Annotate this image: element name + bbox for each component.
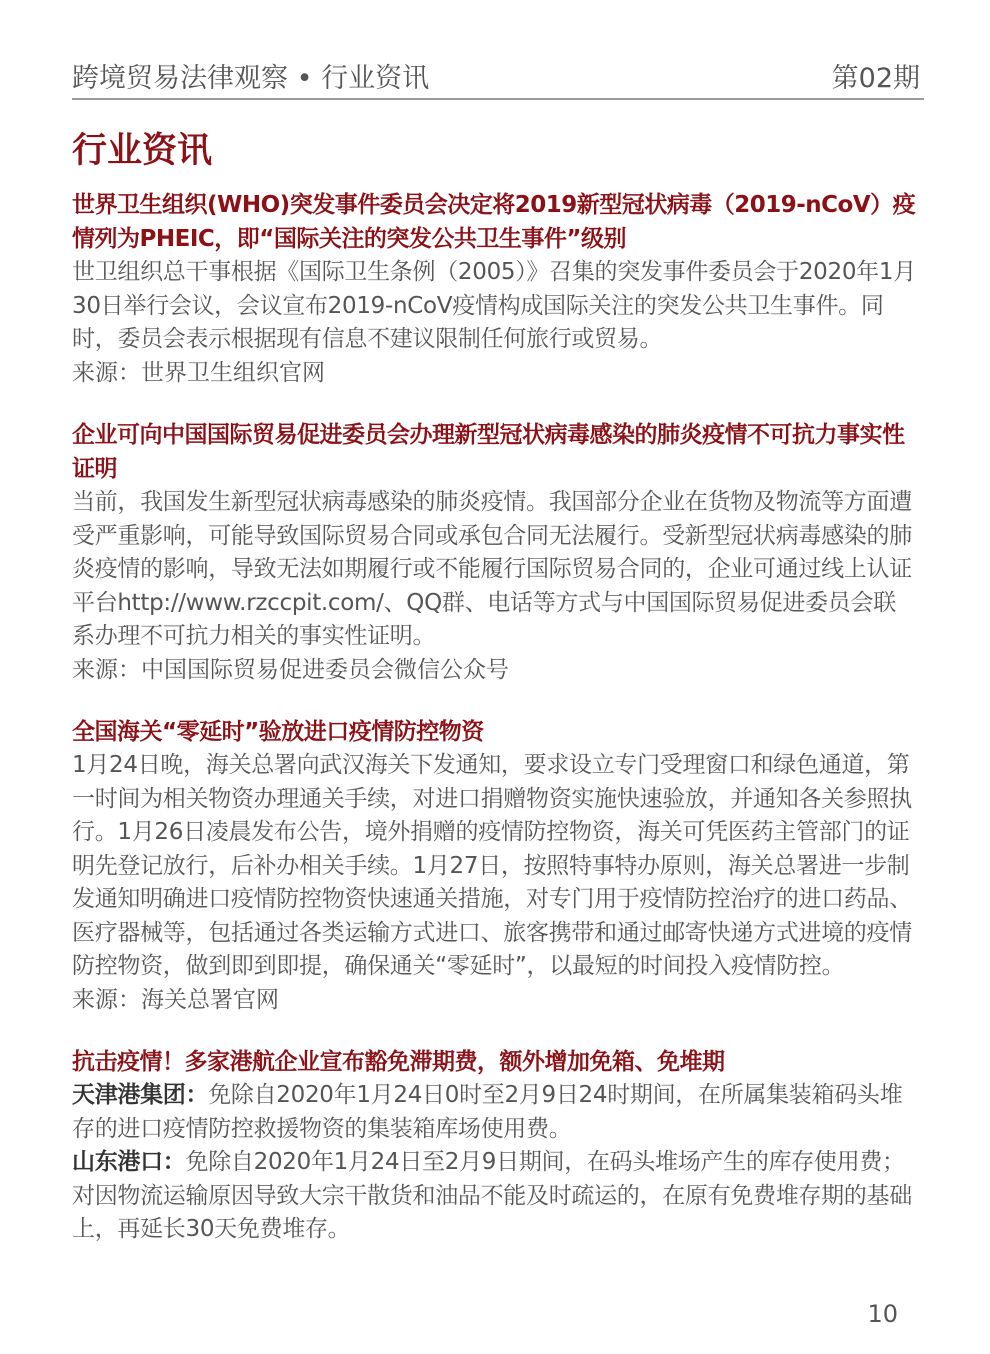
port-text: 免除自2020年1月24日0时至2月9日24时期间，在所属集装箱码头堆存的进口疫情防控救援物资的集装箱库场使用费。 [72,1082,903,1142]
section-title: 行业资讯 [72,131,213,171]
article-headline: 全国海关“零延时”验放进口疫情防控物资 [72,719,484,745]
port-text: 免除自2020年1月24日至2月9日期间，在码头堆场产生的库存使用费；对因物流运输原因导致大宗干散货和油品不能及时疏运的，在原有免费堆存期的基础上，再延长30天免费堆存。 [72,1149,912,1242]
port-item-shandong [72,1146,917,1247]
article-headline: 抗击疫情！多家港航企业宣布豁免滞期费，额外增加免箱、免堆期 [72,1049,725,1075]
header-title: 跨境贸易法律观察 • 行业资讯 [72,63,430,94]
article-headline: 世界卫生组织(WHO)突发事件委员会决定将2019新型冠状病毒（2019-nCoV）疫情列为PHEIC，即“国际关注的突发公共卫生事件”级别 [72,192,916,252]
article-source: 来源：海关总署官网 [72,986,279,1013]
article-source: 来源：中国国际贸易促进委员会微信公众号 [72,656,509,683]
port-name: 山东港口： [72,1149,186,1175]
article-ccpit [72,418,917,687]
article-source: 来源：世界卫生组织官网 [72,359,325,386]
article-body: 当前，我国发生新型冠状病毒感染的肺炎疫情。我国部分企业在货物及物流等方面遭受严重影响，可能导致国际贸易合同或承包合同无法履行。受新型冠状病毒感染的肺炎疫情的影响，导致无法如期履行或不能履行国际贸易合同的，企业可通过线上认证平台http://www.rzccpit.com/、QQ群、电话等方式与中国国际贸易促进委员会联系办理不可抗力相关的事实性证明。 [72,489,912,649]
article-headline: 企业可向中国国际贸易促进委员会办理新型冠状病毒感染的肺炎疫情不可抗力事实性证明 [72,422,905,482]
article-body: 世卫组织总干事根据《国际卫生条例（2005）》召集的突发事件委员会于2020年1月30日举行会议，会议宣布2019-nCoV疫情构成国际关注的突发公共卫生事件。同时，委员会表示根据现有信息不建议限制任何旅行或贸易。 [72,259,916,352]
article-customs [72,715,917,1017]
article-body: 1月24日晚，海关总署向武汉海关下发通知，要求设立专门受理窗口和绿色通道，第一时间为相关物资办理通关手续，对进口捐赠物资实施快速验放，并通知各关参照执行。1月26日凌晨发布公告，境外捐赠的疫情防控物资，海关可凭医药主管部门的证明先登记放行，后补办相关手续。1月27日，按照特事特办原则，海关总署进一步制发通知明确进口疫情防控物资快速通关措施，对专门用于疫情防控治疗的进口药品、医疗器械等，包括通过各类运输方式进口、旅客携带和通过邮寄快递方式进境的疫情防控物资，做到即到即提，确保通关“零延时”，以最短的时间投入疫情防控。 [72,752,912,979]
port-name: 天津港集团： [72,1082,209,1108]
page-number: 10 [867,1300,898,1328]
article-ports [72,1045,917,1247]
article-list [72,188,917,1247]
port-item-tianjin [72,1079,917,1146]
article-who [72,188,917,390]
issue-number: 第02期 [831,63,920,94]
page-header [72,52,924,100]
